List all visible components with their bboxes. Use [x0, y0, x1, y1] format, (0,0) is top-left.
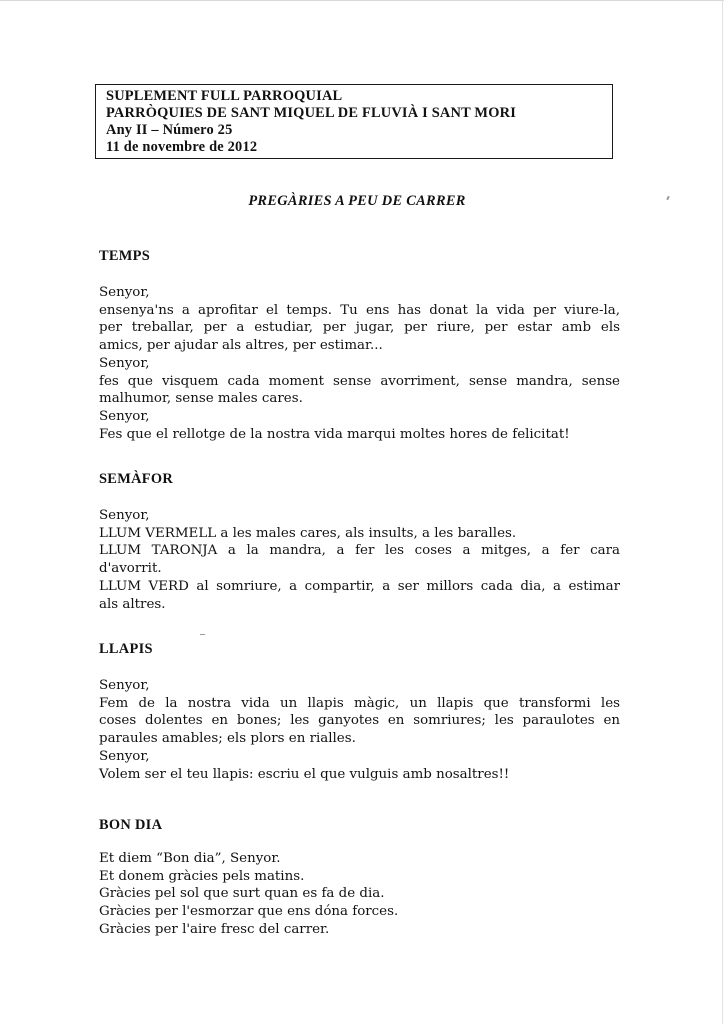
- section-heading-bon-dia: BON DIA: [99, 817, 163, 833]
- prayer-line: Senyor,: [99, 678, 150, 693]
- prayer-line: Volem ser el teu llapis: escriu el que vulguis amb nosaltres!!: [99, 766, 510, 782]
- prayer-line: ensenya'ns a aprofitar el temps. Tu ens has donat la vida per viure-la,: [99, 302, 620, 318]
- section-body-semafor: [99, 507, 620, 613]
- prayer-line: Senyor,: [99, 285, 150, 300]
- scan-right-edge: [722, 0, 723, 1024]
- prayer-line: Senyor,: [99, 355, 150, 371]
- prayer-line: als altres.: [99, 596, 166, 612]
- parishes-name: PARRÒQUIES DE SANT MIQUEL DE FLUVIÀ I SANT MORI: [106, 105, 517, 121]
- prayer-line: Et diem “Bon dia”, Senyor.: [99, 851, 281, 866]
- section-body-llapis: [99, 677, 620, 783]
- prayer-line: coses dolentes en bones; les ganyotes en somriures; les paraulotes en: [99, 713, 620, 729]
- prayer-line: LLUM VERD al somriure, a compartir, a ser millors cada dia, a estimar: [99, 578, 620, 594]
- prayer-line: Senyor,: [99, 748, 150, 764]
- prayer-line: d'avorrit.: [99, 561, 162, 577]
- prayer-line: Gràcies pel sol que surt quan es fa de dia.: [99, 886, 385, 902]
- prayer-line: Gràcies per l'esmorzar que ens dóna forces.: [99, 904, 399, 920]
- scan-top-edge: [0, 0, 724, 1]
- prayer-line: Senyor,: [99, 408, 150, 424]
- prayer-line: Gràcies per l'aire fresc del carrer.: [99, 921, 330, 937]
- issue-date: 11 de novembre de 2012: [106, 139, 258, 155]
- document-title: PREGÀRIES A PEU DE CARRER: [248, 193, 466, 209]
- section-heading-temps: TEMPS: [99, 248, 151, 264]
- prayer-line: per treballar, per a estudiar, per jugar, per riure, per estar amb els: [99, 320, 620, 336]
- bulletin-name: SUPLEMENT FULL PARROQUIAL: [106, 88, 343, 104]
- prayer-line: fes que visquem cada moment sense avorriment, sense mandra, sense: [99, 373, 620, 389]
- prayer-line: Fes que el rellotge de la nostra vida marqui moltes hores de felicitat!: [99, 426, 570, 442]
- section-heading-llapis: LLAPIS: [99, 641, 153, 657]
- section-body-bon-dia: [99, 850, 620, 939]
- prayer-line: LLUM VERMELL a les males cares, als insults, a les baralles.: [99, 525, 517, 541]
- prayer-line: paraules amables; els plors en rialles.: [99, 731, 356, 747]
- bulletin-header-box: [95, 84, 613, 159]
- section-heading-semafor: SEMÀFOR: [99, 471, 174, 487]
- scan-speck: [200, 634, 205, 635]
- section-body-temps: [99, 284, 620, 443]
- prayer-line: Senyor,: [99, 508, 150, 523]
- prayer-line: malhumor, sense males cares.: [99, 391, 303, 407]
- prayer-line: Et donem gràcies pels matins.: [99, 868, 305, 884]
- prayer-line: amics, per ajudar als altres, per estimar...: [99, 338, 383, 354]
- issue-number: Any II – Número 25: [106, 122, 233, 138]
- prayer-line: Fem de la nostra vida un llapis màgic, un llapis que transformi les: [99, 695, 620, 711]
- prayer-line: LLUM TARONJA a la mandra, a fer les coses a mitges, a fer cara: [99, 543, 620, 559]
